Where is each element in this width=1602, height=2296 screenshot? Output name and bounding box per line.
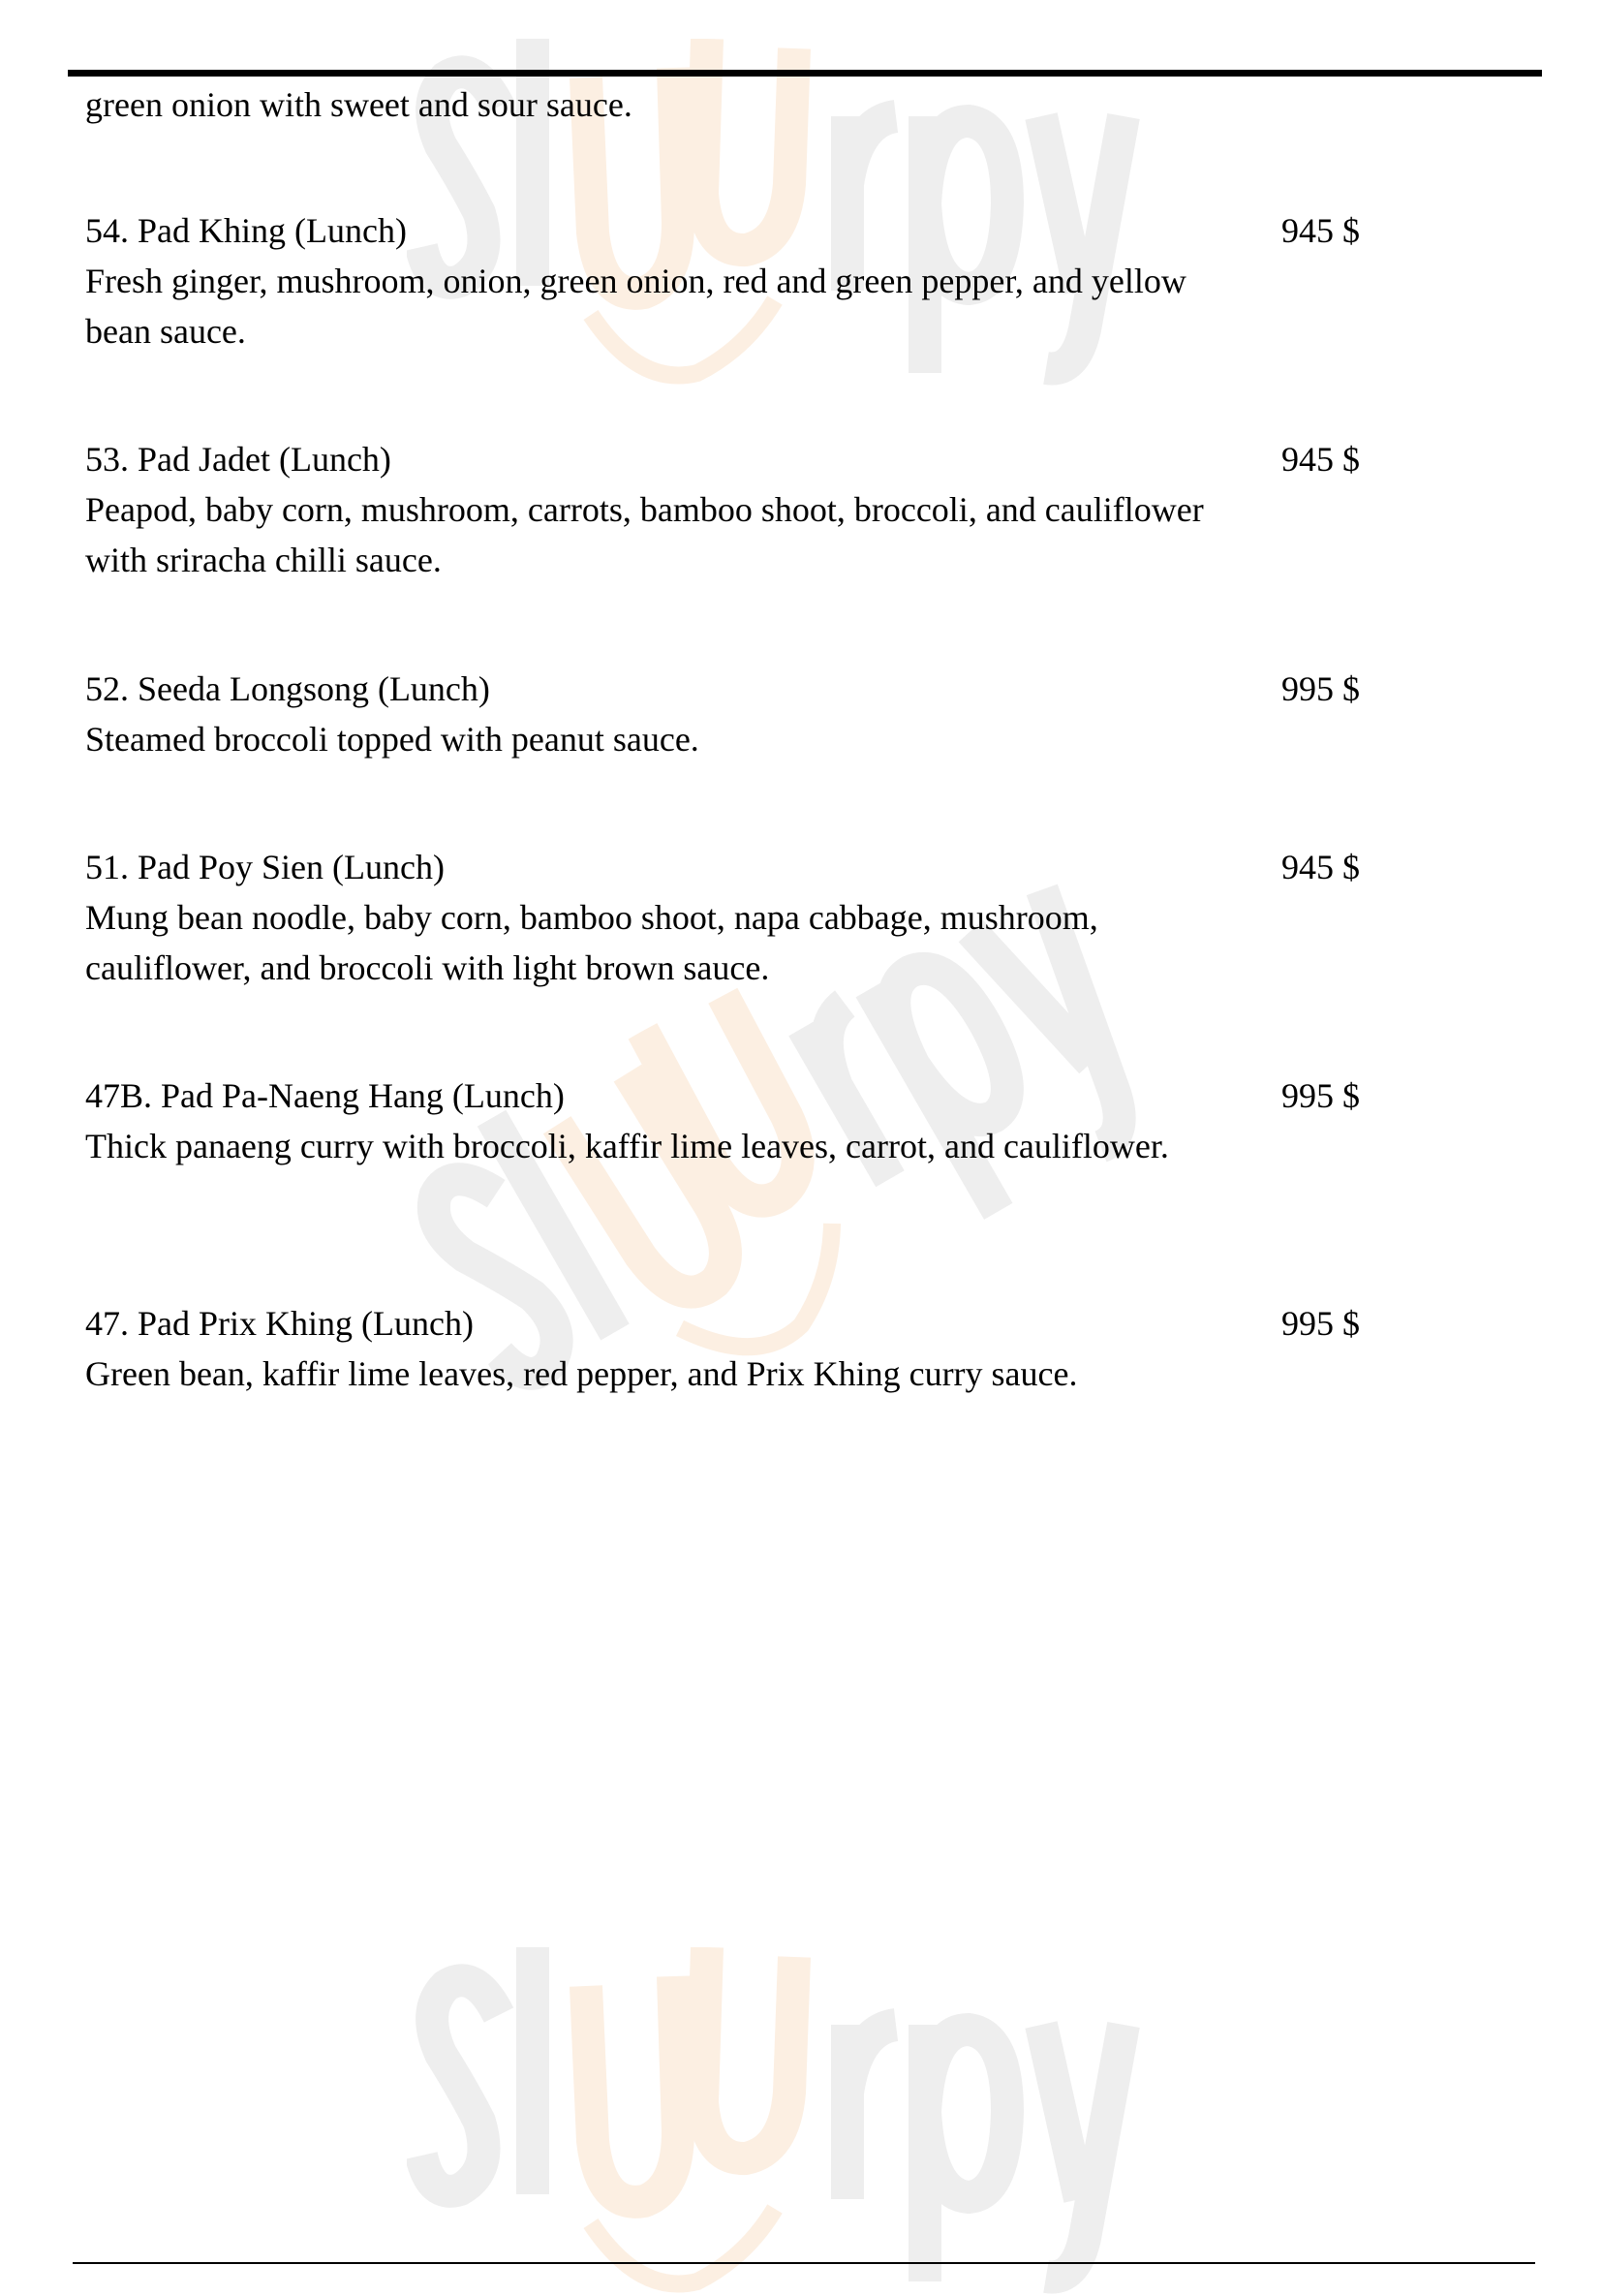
- item-price: 945 $: [1281, 848, 1360, 886]
- item-price: 995 $: [1281, 1304, 1360, 1343]
- menu-item: [85, 434, 1383, 585]
- item-description: Mung bean noodle, baby corn, bamboo shoot, napa cabbage, mushroom, cauliflower, and broccoli with light brown sauce.: [85, 898, 1098, 987]
- item-price: 945 $: [1281, 440, 1360, 479]
- item-title: 52. Seeda Longsong (Lunch): [85, 669, 490, 708]
- item-price: 995 $: [1281, 669, 1360, 708]
- logo-s-shape: [421, 1980, 499, 2191]
- bottom-divider: [73, 2262, 1535, 2264]
- item-description: Green bean, kaffir lime leaves, red pepper, and Prix Khing curry sauce.: [85, 1354, 1078, 1393]
- item-price: 995 $: [1281, 1076, 1360, 1115]
- item-title: 53. Pad Jadet (Lunch): [85, 440, 391, 479]
- item-description: Fresh ginger, mushroom, onion, green onion, red and green pepper, and yellow bean sauce.: [85, 262, 1186, 351]
- item-description: Thick panaeng curry with broccoli, kaffir lime leaves, carrot, and cauliflower.: [85, 1127, 1169, 1165]
- watermark-graphic: [407, 1947, 1201, 2296]
- item-description: Steamed broccoli topped with peanut sauce.: [85, 720, 699, 759]
- logo-y-shape: [1041, 2025, 1124, 2278]
- menu-item: [85, 205, 1383, 357]
- menu-item: [85, 842, 1383, 993]
- item-title: 47. Pad Prix Khing (Lunch): [85, 1304, 474, 1343]
- continuation-description: green onion with sweet and sour sauce.: [85, 85, 632, 124]
- item-title: 47B. Pad Pa-Naeng Hang (Lunch): [85, 1076, 565, 1115]
- menu-item: [85, 664, 1383, 764]
- item-price: 945 $: [1281, 211, 1360, 250]
- item-description: Peapod, baby corn, mushroom, carrots, bamboo shoot, broccoli, and cauliflower with sriracha chilli sauce.: [85, 490, 1204, 579]
- menu-item: [85, 1070, 1383, 1171]
- top-divider: [68, 70, 1542, 77]
- logo-p-shape: [925, 2025, 1007, 2281]
- item-title: 54. Pad Khing (Lunch): [85, 211, 407, 250]
- logo-smile-shape: [591, 2209, 775, 2284]
- logo-u2-shape: [702, 1947, 794, 2158]
- logo-u1-shape: [586, 1976, 678, 2202]
- logo-r-shape: [847, 2025, 896, 2199]
- item-title: 51. Pad Poy Sien (Lunch): [85, 848, 445, 886]
- menu-item: [85, 1298, 1383, 1399]
- watermark-logo: [407, 1947, 1201, 2296]
